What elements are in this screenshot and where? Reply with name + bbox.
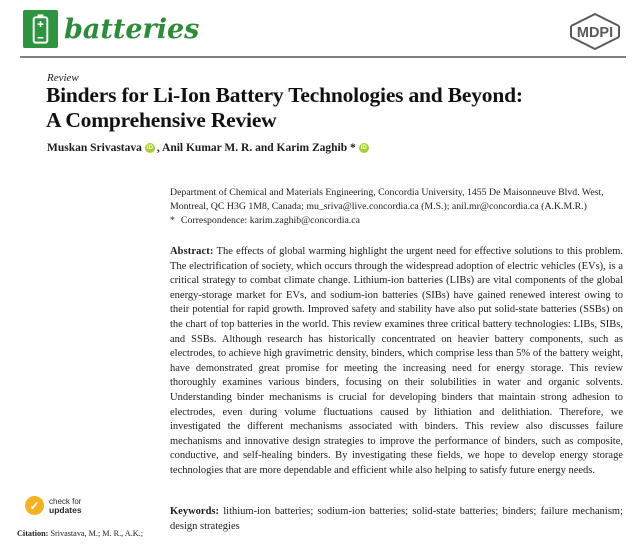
check-for-updates-badge[interactable]: [25, 496, 82, 515]
title-line-1: Binders for Li-Ion Battery Technologies and Beyond:: [46, 83, 523, 107]
author-names-2: , Anil Kumar M. R. and Karim Zaghib *: [156, 142, 356, 154]
article-title: [46, 83, 606, 133]
battery-icon: [23, 10, 58, 48]
correspondence-line: [170, 214, 623, 228]
author-names-1: Muskan Srivastava: [47, 142, 142, 154]
orcid-icon[interactable]: iD: [360, 145, 367, 151]
abstract-text: The effects of global warming highlight the urgent need for effective solutions to this problem. The electrification of society, which occurs through the widespread adoption of electric vehicles (EVs), is a critical strategy to combat climate change. Lithium-ion batteries (LIBs) are vital components of the global energy-storage market for EVs, and sodium-ion batteries (SIBs) have gained renewed interest owing to their potential for rapid growth. Improved safety and stability have also put solid-state batteries (SSBs) on the chart of top batteries in the world. This review examines three critical battery technologies: LIBs, SIBs, and SSBs. Although research has historically concentrated on heavier battery components, such as electrodes, to achieve high gravimetric density, binders, which comprise less than 5% of the battery weight, have demonstrated great promise for meeting the increasing need for energy storage. This review thoroughly examines various binders, focusing on their solubilities in water and organic solvents. Understanding binder mechanisms is crucial for developing binders that maintain strong adhesion to electrodes, even during volume fluctuations caused by lithiation and delithiation. Therefore, we investigated the different mechanisms associated with binders. This review also discusses failure mechanisms and innovative design strategies to improve the performance of binders, such as composite, conductive, and self-healing binders. By investigating these fields, we hope to develop energy storage technologies that are more dependable and efficient while also helping to satisfy future energy needs.: [170, 246, 624, 476]
check-icon: ✓: [25, 496, 44, 515]
citation-block: [17, 528, 167, 539]
citation-text: Srivastava, M.; M. R., A.K.;: [50, 529, 144, 538]
article-type-label: Review: [47, 72, 79, 84]
author-line: [47, 142, 371, 154]
mdpi-wordmark: MDPI: [576, 25, 614, 41]
journal-logo[interactable]: [23, 10, 58, 48]
check-badge-text: [49, 497, 82, 515]
keywords-text: lithium-ion batteries; sodium-ion batteries; solid-state batteries; binders; failure mechanism; design strategies: [170, 506, 624, 532]
mdpi-logo[interactable]: [567, 11, 623, 51]
affiliation-text: Department of Chemical and Materials Engineering, Concordia University, 1455 De Maisonneuve Blvd. West, Montreal, QC H3G 1M8, Canada; mu_sriva@live.concordia.ca (M.S.); anil.mr@concordia.ca (A.K.M.R.): [170, 187, 604, 212]
correspondence-text: Correspondence: karim.zaghib@concordia.ca: [180, 215, 360, 226]
journal-name: batteries: [64, 14, 200, 45]
affiliation-block: [170, 186, 623, 228]
check-badge-line2: updates: [49, 504, 82, 515]
abstract-block: [170, 245, 623, 479]
abstract-label: Abstract:: [170, 246, 214, 257]
title-line-2: A Comprehensive Review: [46, 108, 277, 132]
citation-label: Citation:: [17, 529, 49, 538]
keywords-label: Keywords:: [170, 506, 219, 517]
orcid-icon[interactable]: iD: [146, 145, 153, 151]
check-badge-line1: check for: [49, 496, 82, 506]
correspondence-marker: *: [170, 215, 175, 226]
header-divider: [20, 56, 626, 58]
keywords-block: [170, 504, 623, 534]
